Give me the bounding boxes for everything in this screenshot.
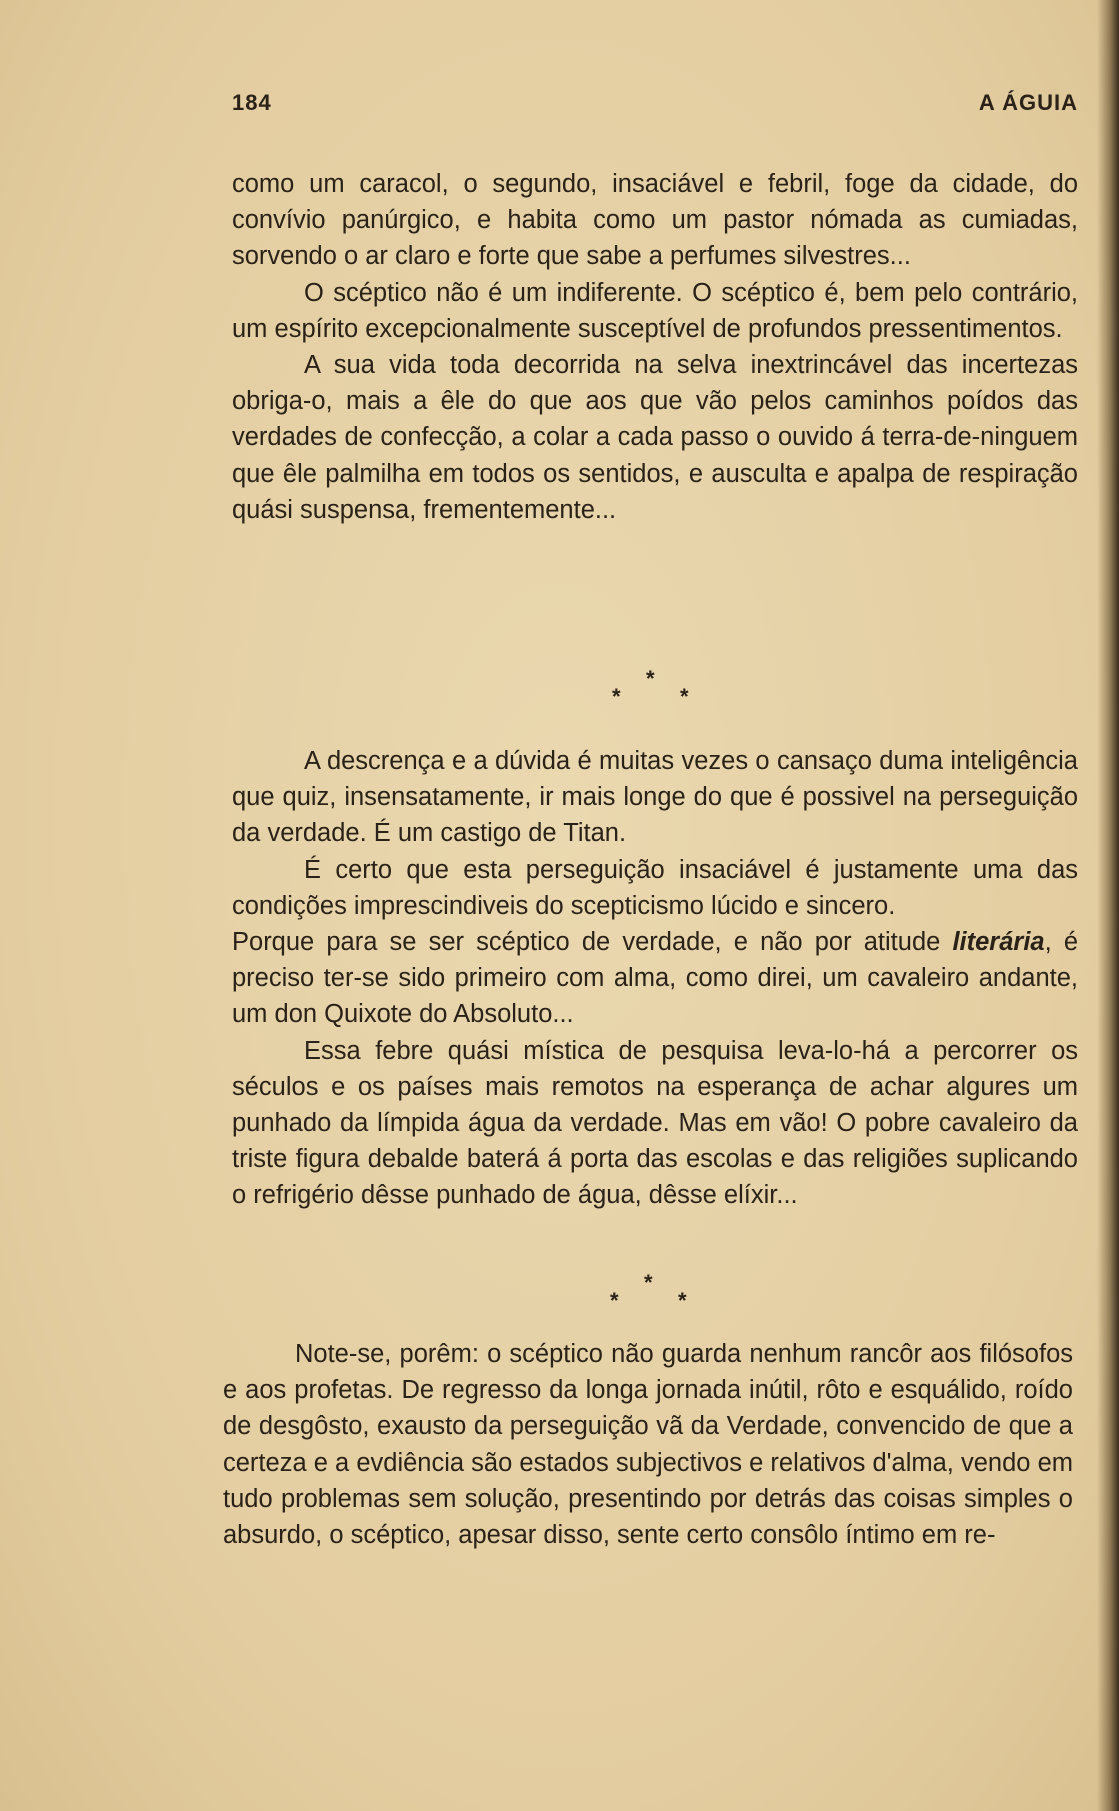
running-title: A ÁGUIA	[978, 90, 1078, 115]
paragraph-text: , é preciso ter-se sido primeiro com alma, como direi, um cavaleiro andante, um don Quixote do Absoluto...	[232, 928, 1078, 1029]
paragraph: A descrença e a dúvida é muitas vezes o cansaço duma inteligência que quiz, insensatamente, ir mais longe do que é possivel na perseguição da verdade. É um castigo de Titan.	[232, 747, 1078, 848]
paragraph-literaria	[232, 924, 1078, 1033]
italic-word: literária	[952, 928, 1045, 957]
section-2	[232, 743, 1078, 1214]
asterisk: *	[612, 684, 621, 709]
page-number: 184	[232, 90, 272, 115]
section-separator	[592, 666, 712, 709]
paragraph: O scéptico não é um indiferente. O scéptico é, bem pelo contrário, um espírito excepcionalmente susceptível de profundos pressentimentos.	[232, 278, 1078, 343]
section-3	[223, 1336, 1073, 1553]
paragraph: como um caracol, o segundo, insaciável e febril, foge da cidade, do convívio panúrgico, e habita como um pastor nómada as cumiadas, sorvendo o ar claro e forte que sabe a perfumes silvestres...	[232, 170, 1078, 271]
section-separator	[590, 1270, 710, 1313]
paragraph: Note-se, porêm: o scéptico não guarda nenhum rancôr aos filósofos e aos profetas. De regresso da longa jornada inútil, rôto e esquálido, roído de desgôsto, exausto da perseguição vã da Verdade, convencido de que a certeza e a evdiência são estados subjectivos e relativos d'alma, vendo em tudo problemas sem solução, presentindo por detrás das coisas simples o absurdo, o scéptico, apesar disso, sente certo consôlo íntimo em re-	[223, 1340, 1073, 1550]
section-1	[232, 166, 1078, 528]
book-spine-shadow	[1097, 0, 1119, 1811]
page-header	[232, 90, 1078, 130]
asterisk: *	[644, 1270, 653, 1295]
asterisk: *	[610, 1288, 619, 1313]
paragraph: A sua vida toda decorrida na selva inextrincável das incertezas obriga-o, mais a êle do que aos que vão pelos caminhos poídos das verdades de confecção, a colar a cada passo o ouvido á terra-de-ninguem que êle palmilha em todos os sentidos, e ausculta e apalpa de respiração quási suspensa, frementemente...	[232, 351, 1078, 524]
asterisk: *	[646, 666, 655, 691]
paragraph: É certo que esta perseguição insaciável é justamente uma das condições imprescindiveis do scepticismo lúcido e sincero.	[232, 855, 1078, 920]
asterisk: *	[680, 684, 689, 709]
paragraph-text: Porque para se ser scéptico de verdade, e não por atitude	[232, 928, 953, 957]
asterisk: *	[678, 1288, 687, 1313]
paragraph: Essa febre quási mística de pesquisa leva-lo-há a percorrer os séculos e os países mais remotos na esperança de achar algures um punhado da límpida água da verdade. Mas em vão! O pobre cavaleiro da triste figura debalde baterá á porta das escolas e das religiões suplicando o refrigério dêsse punhado de água, dêsse elíxir...	[232, 1036, 1078, 1210]
